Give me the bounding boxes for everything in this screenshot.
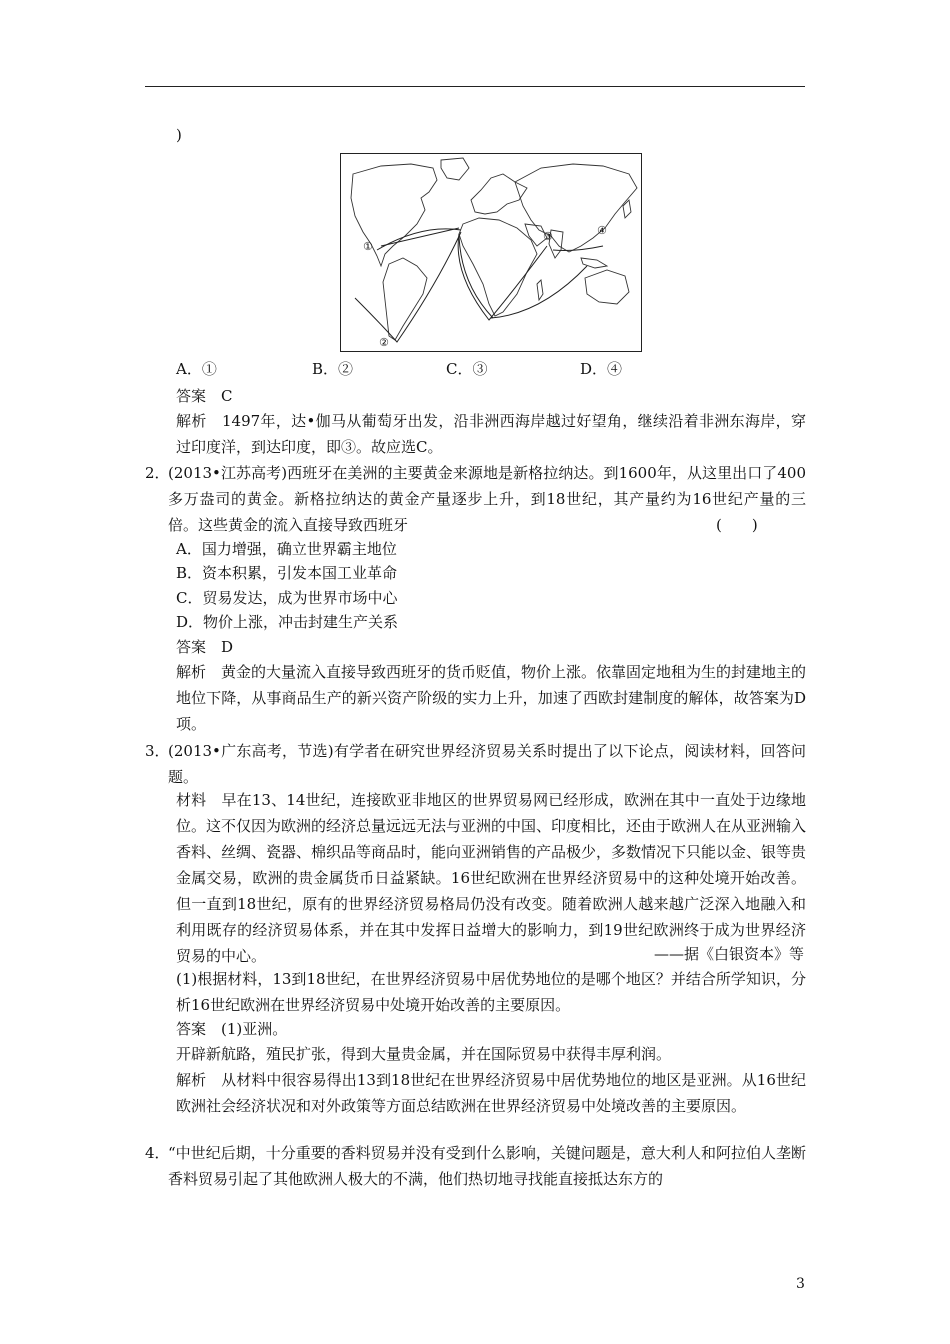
- madagascar-outline: [537, 280, 543, 300]
- q1-options: [176, 358, 636, 380]
- q1-analysis: 解析 1497年，达•伽马从葡萄牙出发，沿非洲西海岸越过好望角，继续沿着非洲东海岸，穿过印度洋，到达印度，即③。故应选C。: [176, 412, 806, 456]
- map-marker-3: ③: [543, 230, 553, 243]
- map-marker-2: ②: [379, 336, 389, 349]
- q2-analysis: 解析 黄金的大量流入直接导致西班牙的货币贬值，物价上涨。依靠固定地租为生的封建地主的地位下降，从事商品生产的新兴资产阶级的实力上升，加速了西欧封建制度的解体，故答案为D项。: [176, 663, 807, 733]
- q1-option-a[interactable]: A．①: [176, 360, 217, 378]
- q3-analysis: 解析 从材料中很容易得出13到18世纪在世界经济贸易中居优势地位的地区是亚洲。从16世纪欧洲社会经济状况和对外政策等方面总结欧洲在世界经济贸易中处境改善的主要原因。: [176, 1071, 806, 1115]
- q2-option-b[interactable]: B．资本积累，引发本国工业革命: [176, 564, 398, 582]
- page-number: 3: [796, 1276, 805, 1292]
- q3-stem: (2013•广东高考，节选)有学者在研究世界经济贸易关系时提出了以下论点，阅读材料，回答问题。: [168, 742, 806, 786]
- map-marker-4: ④: [597, 224, 607, 237]
- greenland-outline: [441, 158, 469, 180]
- australia-outline: [585, 270, 629, 304]
- world-map-svg: [341, 154, 641, 351]
- south-america-outline: [383, 258, 427, 340]
- q2-option-a[interactable]: A．国力增强，确立世界霸主地位: [176, 540, 397, 558]
- q3-answer-continued: 开辟新航路，殖民扩张，得到大量贵金属，并在国际贸易中获得丰厚利润。: [176, 1045, 672, 1063]
- indonesia-outline: [581, 258, 607, 268]
- q3-source: ——据《白银资本》等: [653, 945, 804, 963]
- q2-number: 2．: [145, 464, 170, 482]
- q1-stem-close: ): [176, 126, 182, 144]
- q2-stem: (2013•江苏高考)西班牙在美洲的主要黄金来源地是新格拉纳达。到1600年，从这里出口了400多万盎司的黄金。新格拉纳达的黄金产量逐步上升，到18世纪，其产量约为16世纪产量的三倍。这些黄金的流入直接导致西班牙: [168, 464, 806, 534]
- q2-answer-paren: ( ): [716, 516, 758, 534]
- route-pacific-east: [491, 266, 587, 318]
- q1-option-b[interactable]: B．②: [312, 360, 354, 378]
- map-marker-1: ①: [363, 240, 373, 253]
- q1-option-c[interactable]: C．③: [446, 360, 488, 378]
- asia-outline: [515, 164, 637, 252]
- route-columbus: [377, 229, 461, 250]
- q2-answer: 答案 D: [176, 638, 234, 656]
- q2-option-d[interactable]: D．物价上涨，冲击封建生产关系: [176, 613, 399, 631]
- q4-stem: “中世纪后期，十分重要的香料贸易并没有受到什么影响，关键问题是，意大利人和阿拉伯人垄断香料贸易引起了其他欧洲人极大的不满，他们热切地寻找能直接抵达东方的: [168, 1144, 806, 1188]
- route-columbus-return: [381, 228, 459, 246]
- q3-subquestion-1: (1)根据材料，13到18世纪，在世界经济贸易中居优势地位的是哪个地区？并结合所学知识，分析16世纪欧洲在世界经济贸易中处境开始改善的主要原因。: [176, 970, 806, 1014]
- q1-answer: 答案 C: [176, 387, 233, 405]
- q1-option-d[interactable]: D．④: [580, 360, 623, 378]
- q3-number: 3．: [145, 742, 170, 760]
- q3-material: 材料 早在13、14世纪，连接欧亚非地区的世界贸易网已经形成，欧洲在其中一直处于边缘地位。这不仅因为欧洲的经济总量远远无法与亚洲的中国、印度相比，还由于欧洲人在从亚洲输入香料、丝绸、瓷器、棉织品等商品时，能向亚洲销售的产品极少，多数情况下只能以金、银等贵金属交易，欧洲的贵金属货币日益紧缺。16世纪欧洲在世界经济贸易中的这种处境开始改善。但一直到18世纪，原有的世界经济贸易格局仍没有改变。随着欧洲人越来越广泛深入地融入和利用既存的经济贸易体系，并在其中发挥日益增大的影响力，到19世纪欧洲终于成为世界经济贸易的中心。: [176, 791, 807, 965]
- q2-option-c[interactable]: C．贸易发达，成为世界市场中心: [176, 589, 398, 607]
- q3-answer: 答案 (1)亚洲。: [176, 1020, 288, 1038]
- africa-outline: [459, 218, 537, 316]
- q4-number: 4．: [145, 1144, 170, 1162]
- header-rule: [145, 86, 805, 87]
- world-map-figure: [340, 153, 642, 352]
